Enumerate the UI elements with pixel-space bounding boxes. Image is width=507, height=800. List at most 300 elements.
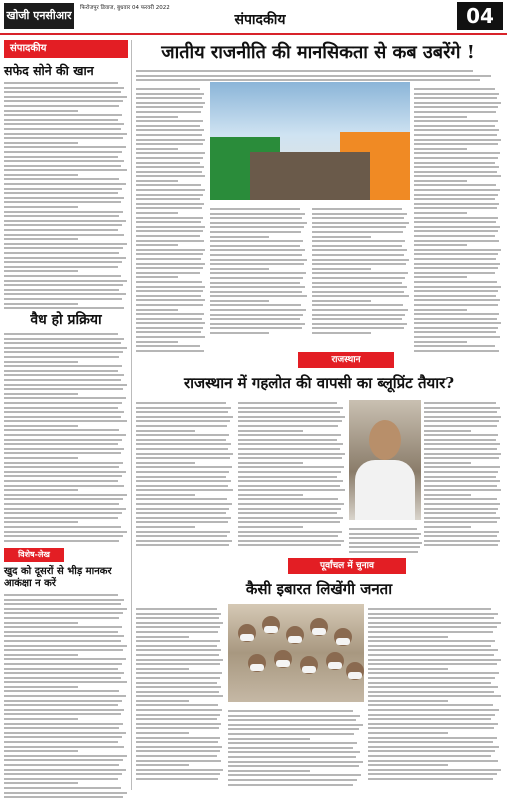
- face-mask: [302, 666, 316, 673]
- text-line: [414, 134, 497, 136]
- text-line: [136, 654, 219, 656]
- text-line: [4, 439, 122, 441]
- text-line: [136, 521, 228, 523]
- text-line: [4, 123, 124, 125]
- text-line: [210, 208, 300, 210]
- text-line: [136, 737, 220, 739]
- text-line: [414, 345, 495, 347]
- text-line: [4, 270, 78, 272]
- text-line: [136, 240, 204, 242]
- rajasthan-headline: राजस्थान में गहलोत की वापसी का ब्लूप्रिंट तैयार?: [183, 374, 455, 392]
- text-line: [424, 485, 497, 487]
- text-line: [136, 416, 233, 418]
- text-line: [4, 640, 121, 642]
- editorial-body: [4, 82, 128, 309]
- text-line: [414, 341, 467, 343]
- text-line: [210, 282, 300, 284]
- text-line: [4, 105, 119, 107]
- text-line: [4, 201, 121, 203]
- special-article: [4, 548, 128, 800]
- text-line: [4, 197, 124, 199]
- text-line: [4, 736, 122, 738]
- text-line: [136, 75, 491, 77]
- text-line: [136, 494, 195, 496]
- text-line: [228, 747, 353, 749]
- text-line: [4, 183, 126, 185]
- face-mask: [250, 664, 264, 671]
- text-line: [414, 253, 498, 255]
- text-line: [424, 416, 501, 418]
- text-line: [4, 100, 123, 102]
- text-line: [414, 244, 467, 246]
- text-line: [238, 462, 303, 464]
- text-line: [136, 194, 203, 196]
- text-line: [368, 622, 501, 624]
- text-line: [424, 489, 501, 491]
- text-line: [4, 769, 126, 771]
- text-line: [368, 645, 491, 647]
- text-line: [136, 540, 232, 542]
- text-line: [238, 535, 338, 537]
- text-line: [136, 439, 226, 441]
- special-headline: खुद को दूसरों से भीड़ मानकर आकंक्षा न करें: [4, 566, 112, 589]
- text-line: [136, 480, 231, 482]
- text-line: [424, 457, 499, 459]
- text-line: [136, 345, 200, 347]
- text-line: [414, 331, 496, 333]
- text-line: [136, 750, 220, 752]
- issue-meta: फिरोजपुर डिवाज, बुधवार 04 फरवरी 2022: [80, 5, 170, 11]
- text-line: [424, 498, 497, 500]
- text-line: [136, 402, 226, 404]
- text-line: [424, 480, 500, 482]
- text-line: [414, 217, 498, 219]
- text-line: [312, 222, 409, 224]
- up-col-3: [368, 604, 502, 783]
- text-line: [424, 425, 497, 427]
- text-line: [136, 498, 227, 500]
- section-title: संपादकीय: [234, 12, 286, 28]
- raj-col-2: [238, 398, 346, 549]
- text-line: [4, 338, 124, 340]
- text-line: [210, 249, 305, 251]
- text-line: [136, 617, 219, 619]
- text-line: [210, 213, 305, 215]
- text-line: [238, 443, 343, 445]
- text-line: [136, 166, 204, 168]
- text-line: [238, 526, 303, 528]
- text-line: [210, 217, 302, 219]
- text-line: [414, 116, 467, 118]
- text-line: [4, 234, 124, 236]
- newspaper-title: खोजी एनसीआर: [4, 3, 74, 29]
- text-line: [4, 238, 78, 240]
- text-line: [424, 531, 499, 533]
- text-line: [136, 180, 178, 182]
- text-line: [414, 148, 467, 150]
- text-line: [4, 160, 124, 162]
- text-line: [424, 540, 500, 542]
- text-line: [424, 512, 496, 514]
- text-line: [4, 119, 118, 121]
- text-line: [136, 764, 189, 766]
- text-line: [368, 727, 494, 729]
- text-line: [136, 152, 205, 154]
- text-line: [4, 342, 121, 344]
- text-line: [4, 96, 127, 98]
- text-line: [368, 746, 499, 748]
- text-line: [136, 70, 473, 72]
- text-line: [238, 411, 340, 413]
- text-line: [424, 476, 496, 478]
- text-line: [414, 207, 497, 209]
- photo-figure-body: [355, 460, 415, 520]
- text-line: [136, 226, 205, 228]
- text-line: [210, 323, 305, 325]
- text-line: [424, 443, 500, 445]
- text-line: [228, 733, 354, 735]
- text-line: [4, 466, 119, 468]
- up-tag: पूर्वांचल में चुनाव: [288, 558, 406, 574]
- text-line: [4, 351, 123, 353]
- text-line: [136, 645, 217, 647]
- text-line: [4, 229, 118, 231]
- text-line: [414, 327, 498, 329]
- text-line: [4, 215, 119, 217]
- text-line: [368, 750, 495, 752]
- text-line: [136, 148, 178, 150]
- text-line: [136, 341, 178, 343]
- text-line: [368, 691, 494, 693]
- text-line: [414, 106, 498, 108]
- text-line: [368, 773, 497, 775]
- text-line: [4, 174, 78, 176]
- text-line: [136, 175, 205, 177]
- text-line: [136, 608, 217, 610]
- text-line: [349, 551, 418, 553]
- text-line: [210, 268, 269, 270]
- text-line: [4, 503, 119, 505]
- text-line: [136, 120, 203, 122]
- text-line: [368, 741, 493, 743]
- text-line: [136, 290, 203, 292]
- text-line: [4, 243, 127, 245]
- text-line: [414, 276, 467, 278]
- text-line: [136, 485, 228, 487]
- text-line: [312, 300, 371, 302]
- text-line: [4, 764, 119, 766]
- text-line: [4, 356, 119, 358]
- text-line: [4, 178, 119, 180]
- text-line: [136, 267, 203, 269]
- text-line: [210, 222, 307, 224]
- text-line: [228, 761, 363, 763]
- text-line: [136, 143, 203, 145]
- text-line: [4, 526, 121, 528]
- text-line: [4, 425, 78, 427]
- text-line: [368, 695, 501, 697]
- text-line: [238, 416, 345, 418]
- text-line: [414, 162, 495, 164]
- text-line: [136, 212, 178, 214]
- text-line: [424, 411, 497, 413]
- raj-col-3: [349, 524, 423, 556]
- text-line: [136, 97, 202, 99]
- text-line: [414, 336, 500, 338]
- text-line: [4, 307, 124, 309]
- text-line: [368, 649, 498, 651]
- text-line: [238, 508, 341, 510]
- text-line: [210, 286, 305, 288]
- text-line: [4, 452, 121, 454]
- text-line: [136, 535, 227, 537]
- text-line: [4, 303, 78, 305]
- text-line: [136, 448, 228, 450]
- text-line: [4, 206, 78, 208]
- text-line: [136, 778, 218, 780]
- text-line: [4, 146, 126, 148]
- text-line: [424, 494, 471, 496]
- text-line: [368, 714, 495, 716]
- text-line: [136, 476, 226, 478]
- text-line: [4, 374, 124, 376]
- text-line: [4, 718, 78, 720]
- text-line: [4, 704, 118, 706]
- text-line: [414, 272, 495, 274]
- text-line: [368, 617, 494, 619]
- text-line: [210, 231, 301, 233]
- text-line: [4, 531, 127, 533]
- text-line: [424, 402, 496, 404]
- text-line: [4, 746, 124, 748]
- text-line: [210, 259, 307, 261]
- text-line: [228, 710, 353, 712]
- text-line: [136, 512, 226, 514]
- text-line: [4, 599, 124, 601]
- text-line: [4, 151, 122, 153]
- text-line: [238, 430, 303, 432]
- text-line: [4, 370, 118, 372]
- text-line: [312, 309, 408, 311]
- text-line: [136, 198, 200, 200]
- text-line: [238, 544, 341, 546]
- text-line: [4, 275, 121, 277]
- face-mask: [264, 626, 278, 633]
- text-line: [4, 792, 127, 794]
- up-col-2: [228, 706, 364, 788]
- text-line: [228, 724, 363, 726]
- text-line: [210, 309, 306, 311]
- text-line: [414, 102, 501, 104]
- text-line: [136, 434, 229, 436]
- text-line: [136, 773, 220, 775]
- text-line: [312, 254, 404, 256]
- text-line: [414, 313, 499, 315]
- text-line: [4, 365, 122, 367]
- text-line: [4, 494, 127, 496]
- text-line: [238, 448, 340, 450]
- text-line: [4, 289, 119, 291]
- text-line: [238, 498, 338, 500]
- text-line: [4, 713, 121, 715]
- text-line: [424, 462, 471, 464]
- text-line: [424, 526, 471, 528]
- text-line: [4, 755, 127, 757]
- text-line: [136, 672, 222, 674]
- rajasthan-tag: राजस्थान: [298, 352, 394, 368]
- text-line: [4, 261, 122, 263]
- text-line: [368, 760, 498, 762]
- column-separator: [131, 40, 132, 790]
- text-line: [4, 626, 122, 628]
- text-line: [4, 654, 78, 656]
- text-line: [368, 613, 498, 615]
- text-line: [414, 203, 499, 205]
- text-line: [136, 649, 221, 651]
- text-line: [414, 139, 501, 141]
- text-line: [136, 626, 220, 628]
- text-line: [136, 741, 218, 743]
- text-line: [414, 198, 495, 200]
- text-line: [424, 420, 499, 422]
- text-line: [4, 384, 127, 386]
- text-line: [136, 171, 202, 173]
- text-line: [414, 97, 497, 99]
- main-col-2: [210, 204, 308, 337]
- face-mask: [312, 628, 326, 635]
- text-line: [136, 249, 205, 251]
- text-line: [136, 272, 200, 274]
- text-line: [4, 280, 127, 282]
- text-line: [4, 110, 78, 112]
- text-line: [4, 429, 119, 431]
- main-col-1: [136, 84, 206, 354]
- text-line: [4, 535, 123, 537]
- text-line: [4, 727, 119, 729]
- text-line: [238, 434, 341, 436]
- text-line: [136, 162, 200, 164]
- text-line: [136, 309, 178, 311]
- text-line: [312, 318, 402, 320]
- text-line: [210, 318, 300, 320]
- text-line: [136, 695, 223, 697]
- text-line: [210, 314, 303, 316]
- text-line: [136, 157, 203, 159]
- text-line: [368, 704, 493, 706]
- text-line: [4, 512, 122, 514]
- text-line: [414, 111, 496, 113]
- text-line: [136, 350, 204, 352]
- text-line: [368, 732, 448, 734]
- text-line: [4, 224, 122, 226]
- text-line: [4, 732, 126, 734]
- text-line: [4, 635, 124, 637]
- text-line: [368, 709, 499, 711]
- text-line: [4, 457, 78, 459]
- text-line: [210, 291, 302, 293]
- text-line: [210, 245, 300, 247]
- text-line: [210, 295, 307, 297]
- text-line: [228, 738, 310, 740]
- text-line: [368, 723, 498, 725]
- text-line: [4, 220, 126, 222]
- text-line: [312, 259, 409, 261]
- photo-figure-face: [369, 420, 401, 460]
- text-line: [136, 691, 219, 693]
- text-line: [4, 142, 78, 144]
- text-line: [238, 457, 342, 459]
- text-line: [368, 672, 499, 674]
- text-line: [368, 778, 493, 780]
- text-line: [414, 180, 467, 182]
- text-line: [136, 336, 205, 338]
- text-line: [368, 668, 448, 670]
- text-line: [312, 314, 405, 316]
- text-line: [238, 407, 343, 409]
- text-line: [414, 166, 499, 168]
- text-line: [312, 327, 404, 329]
- text-line: [136, 471, 229, 473]
- text-line: [312, 304, 403, 306]
- text-line: [210, 304, 301, 306]
- face-mask: [348, 672, 362, 679]
- text-line: [238, 420, 342, 422]
- text-line: [424, 535, 497, 537]
- text-line: [136, 281, 202, 283]
- text-line: [414, 249, 501, 251]
- text-line: [136, 258, 201, 260]
- text-line: [414, 263, 500, 265]
- text-line: [4, 773, 122, 775]
- text-line: [136, 526, 195, 528]
- text-line: [414, 322, 501, 324]
- main-col-4: [414, 84, 502, 354]
- text-line: [136, 709, 222, 711]
- text-line: [136, 139, 205, 141]
- text-line: [136, 244, 178, 246]
- text-line: [4, 379, 121, 381]
- text-line: [4, 521, 78, 523]
- text-line: [136, 313, 204, 315]
- text-line: [136, 677, 220, 679]
- text-line: [136, 462, 195, 464]
- face-mask: [336, 638, 350, 645]
- text-line: [238, 485, 340, 487]
- text-line: [136, 769, 223, 771]
- text-line: [136, 407, 231, 409]
- text-line: [414, 175, 501, 177]
- text-line: [136, 457, 230, 459]
- text-line: [312, 263, 406, 265]
- editorial-tag: संपादकीय: [4, 40, 128, 58]
- text-line: [312, 208, 402, 210]
- text-line: [136, 286, 205, 288]
- text-line: [210, 263, 304, 265]
- text-line: [136, 235, 200, 237]
- text-line: [368, 640, 495, 642]
- text-line: [136, 430, 195, 432]
- text-line: [4, 594, 118, 596]
- text-line: [4, 347, 127, 349]
- text-line: [4, 489, 78, 491]
- text-line: [136, 682, 217, 684]
- text-line: [4, 741, 118, 743]
- text-line: [136, 111, 201, 113]
- text-line: [4, 608, 127, 610]
- text-line: [312, 282, 402, 284]
- text-line: [4, 787, 121, 789]
- text-line: [228, 756, 356, 758]
